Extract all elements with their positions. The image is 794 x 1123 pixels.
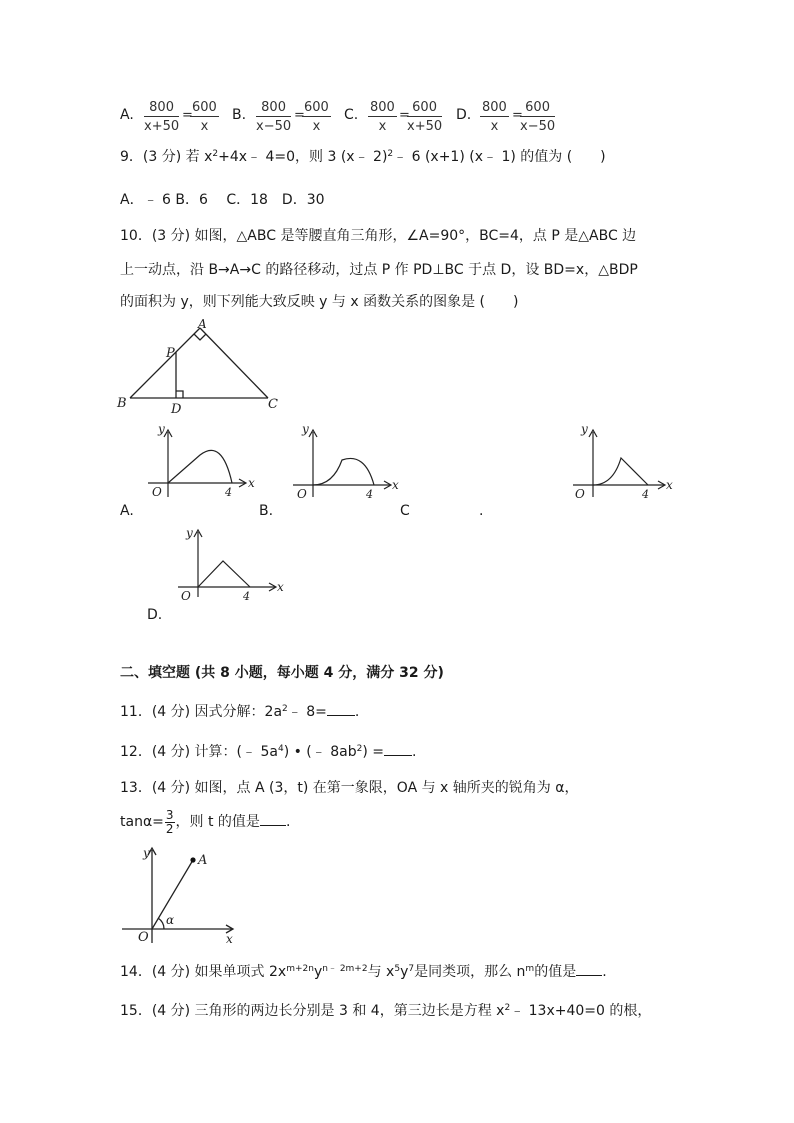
q10-line-1: 10．(3 分) 如图，△ABC 是等腰直角三角形，∠A=90°，BC=4，点 P 是△ABC 边 [120, 228, 637, 244]
graph-c-four: 4 [642, 488, 649, 501]
q10-option-d-label: D. [147, 607, 163, 623]
q8-d-fraction-right: $\frac{600}{x-50}$ [520, 100, 556, 134]
q13-line-1: 13．(4 分) 如图，点 A (3，t) 在第一象限，OA 与 x 轴所夹的锐角为 α， [120, 780, 579, 796]
triangle-label-p: P [166, 346, 175, 361]
graph-b-four: 4 [366, 488, 373, 501]
graph-d-y-label: y [186, 526, 193, 540]
q8-c-equals: = [399, 108, 410, 123]
q13-angle-label: α [166, 913, 175, 927]
q8-option-d-label: D. [456, 107, 472, 123]
q8-option-c-label: C. [344, 107, 359, 123]
graph-c-y-label: y [581, 422, 588, 436]
graph-b-x-label: x [392, 478, 399, 492]
q14-answer-blank[interactable] [576, 963, 602, 976]
q13-point-a-dot [190, 857, 195, 862]
q9-options: A．﹣ 6 B．6 C．18 D．30 [120, 192, 325, 208]
q13-origin: O [138, 930, 149, 945]
q10-option-c-label: C [400, 503, 410, 519]
graph-a-four: 4 [225, 486, 232, 499]
graph-b-y-label: y [302, 422, 309, 436]
q8-d-equals: = [512, 108, 523, 123]
triangle-label-d: D [171, 402, 182, 417]
q10-option-c-dot: . [479, 503, 484, 519]
q8-c-fraction-right: $\frac{600}{x+50}$ [407, 100, 443, 134]
q13-line-2: tanα= $\frac{3}{2}$ ，则 t 的值是 . [120, 808, 291, 836]
q8-b-fraction-right: $\frac{600}{x}$ [304, 100, 329, 134]
q13-x-label: x [226, 932, 233, 946]
q8-a-equals: = [182, 108, 193, 123]
q15-question: 15．(4 分) 三角形的两边长分别是 3 和 4，第三边长是方程 $x^2﹣$ 13x+40=0 的根， [120, 1003, 652, 1019]
graph-d-x-label: x [277, 580, 284, 594]
q10-option-b-label: B. [259, 503, 274, 519]
q8-c-fraction-left: $\frac{800}{x}$ [370, 100, 395, 134]
graph-a-y-label: y [158, 422, 165, 436]
q8-option-a-label: A. [120, 107, 134, 123]
q8-a-fraction-left: $\frac{800}{x+50}$ [144, 100, 180, 134]
q12-question: 12．(4 分) 计算：(﹣ $5a^4$) • (﹣ $8ab^2$) = . [120, 744, 417, 760]
graph-d-origin: O [181, 589, 191, 603]
q13-tan-fraction: $\frac{3}{2}$ [165, 808, 174, 836]
graph-a-x-label: x [248, 476, 255, 490]
q8-b-fraction-left: $\frac{800}{x-50}$ [256, 100, 292, 134]
q8-option-b-label: B. [232, 107, 247, 123]
q8-b-equals: = [294, 108, 305, 123]
q9-question: 9．(3 分) 若 $x^2+4x﹣$ 4=0，则 3 (x﹣ 2)$^2$﹣ 6 (x+1) (x﹣ 1) 的值为 ( ) [120, 149, 606, 165]
q14-question: 14．(4 分) 如果单项式 $2x^{m+2n}y^{n﹣ 2m+2}$与 $x^5y^7$是同类项，那么 $n^m$的值是 . [120, 964, 607, 980]
graph-d-four: 4 [243, 590, 250, 603]
graph-b-origin: O [297, 487, 307, 501]
graph-a-origin: O [152, 485, 162, 499]
triangle-label-c: C [268, 397, 278, 412]
section-2-heading: 二、填空题 (共 8 小题，每小题 4 分，满分 32 分) [120, 665, 444, 681]
q8-d-fraction-left: $\frac{800}{x}$ [482, 100, 507, 134]
q13-y-label: y [143, 846, 150, 860]
q8-a-fraction-right: $\frac{600}{x}$ [192, 100, 217, 134]
q10-option-a-label: A. [120, 503, 134, 519]
q13-point-a-label: A [198, 853, 208, 868]
q11-question: 11．(4 分) 因式分解：$2a^2﹣$ 8= . [120, 704, 360, 720]
triangle-label-a: A [198, 317, 207, 331]
graph-c-origin: O [575, 487, 585, 501]
graph-c-x-label: x [666, 478, 673, 492]
triangle-label-b: B [117, 396, 127, 411]
q10-line-3: 的面积为 y，则下列能大致反映 y 与 x 函数关系的图象是 ( ) [120, 294, 519, 310]
q10-line-2: 上一动点，沿 B→A→C 的路径移动，过点 P 作 PD⊥BC 于点 D，设 BD=x，△BDP [120, 262, 638, 278]
